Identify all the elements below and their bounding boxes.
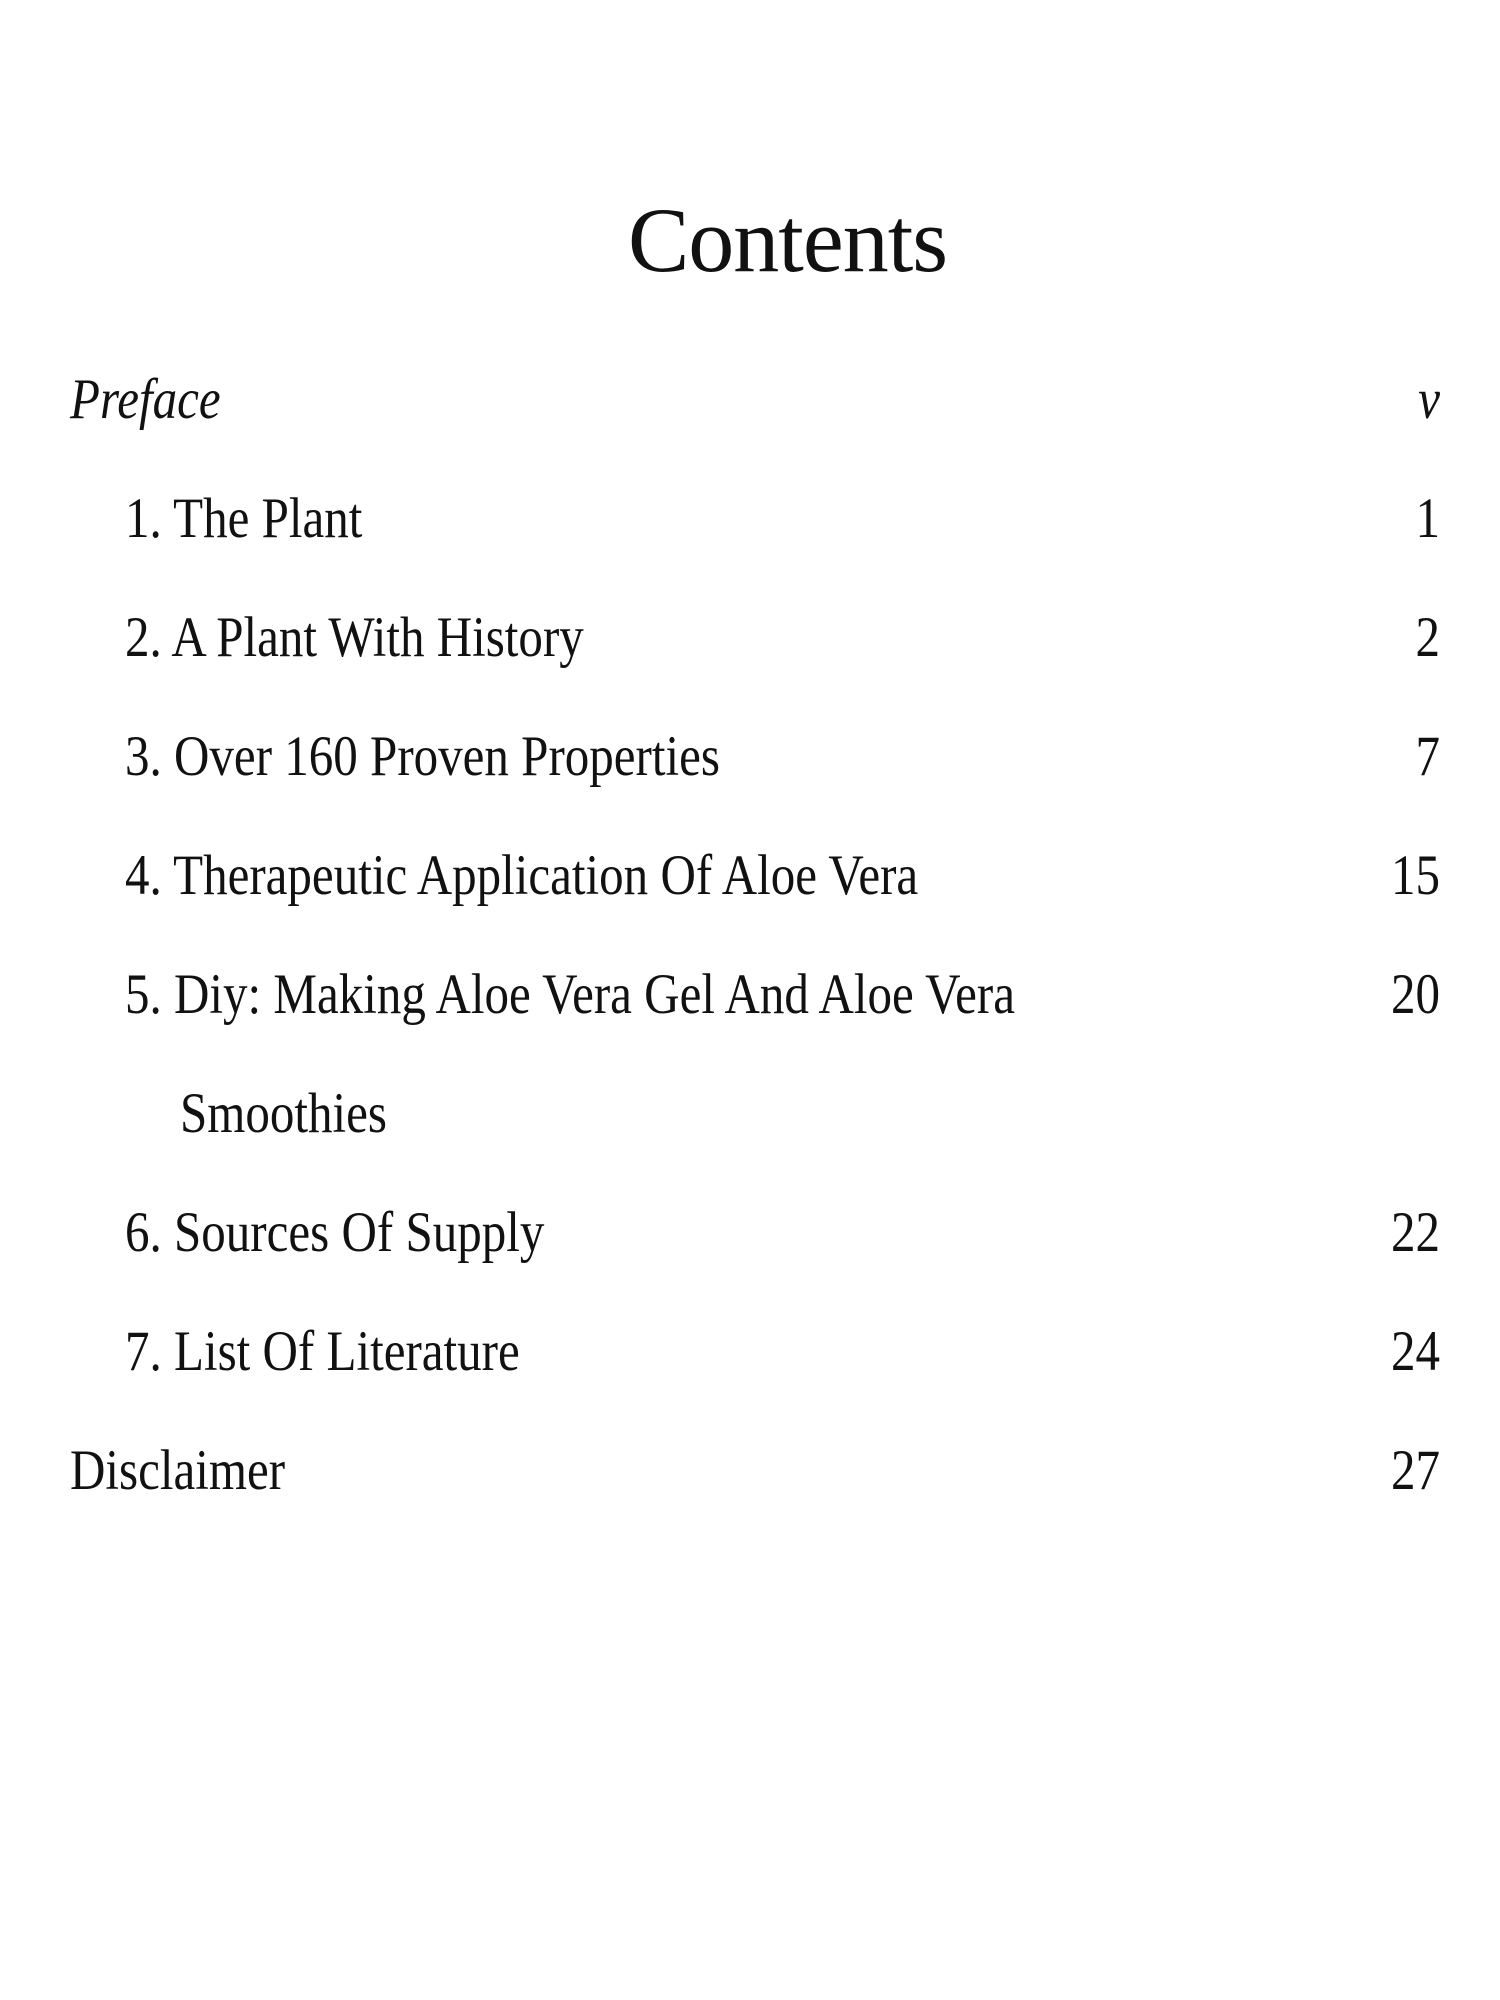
toc-page-chapter-4: 15 xyxy=(1390,844,1440,907)
toc-entry-chapter-5-continued[interactable]: Smoothies xyxy=(180,1082,388,1145)
page-title: Contents xyxy=(627,189,948,291)
toc-page-chapter-3: 7 xyxy=(1415,725,1440,788)
toc-page-chapter-6: 22 xyxy=(1390,1201,1440,1264)
toc-page-chapter-1: 1 xyxy=(1415,487,1440,550)
toc-entry-chapter-5[interactable]: 5. Diy: Making Aloe Vera Gel And Aloe Vera xyxy=(125,963,1015,1026)
toc-entry-disclaimer[interactable]: Disclaimer xyxy=(70,1439,286,1502)
toc-entry-preface[interactable]: Preface xyxy=(70,368,221,431)
toc-entry-chapter-7[interactable]: 7. List Of Literature xyxy=(125,1320,520,1383)
toc-entry-chapter-4[interactable]: 4. Therapeutic Application Of Aloe Vera xyxy=(125,844,919,907)
toc-entry-chapter-1[interactable]: 1. The Plant xyxy=(125,487,363,550)
toc-entry-chapter-3[interactable]: 3. Over 160 Proven Properties xyxy=(125,725,720,788)
toc-entry-chapter-2[interactable]: 2. A Plant With History xyxy=(125,606,584,669)
toc-page-preface: v xyxy=(1418,368,1440,431)
toc-entry-chapter-6[interactable]: 6. Sources Of Supply xyxy=(125,1201,545,1264)
toc-page-chapter-7: 24 xyxy=(1390,1320,1440,1383)
toc-page-chapter-2: 2 xyxy=(1415,606,1440,669)
toc-page-chapter-5: 20 xyxy=(1390,963,1440,1026)
toc-page-disclaimer: 27 xyxy=(1390,1439,1440,1502)
